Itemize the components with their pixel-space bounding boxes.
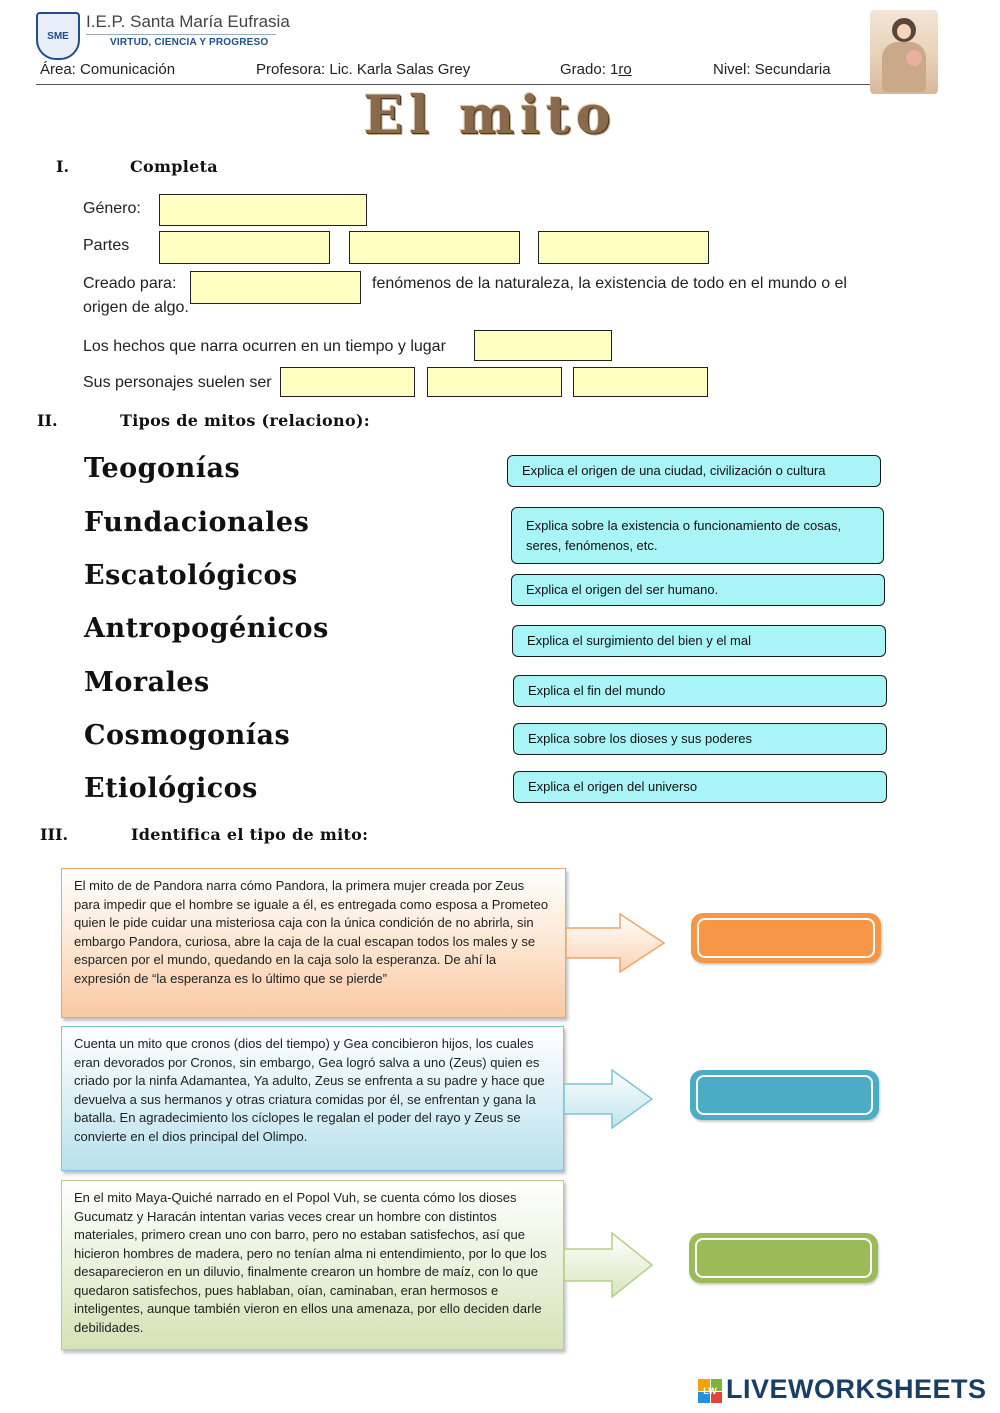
section3-number: III. [40, 825, 69, 844]
creado-text-line2: origen de algo. [83, 299, 189, 316]
desc-fin-mundo[interactable]: Explica el fin del mundo [513, 675, 887, 707]
creado-label: Creado para: [83, 275, 177, 292]
grade-suffix: ro [618, 61, 632, 78]
partes-input-2[interactable] [349, 231, 520, 264]
story-cronos: Cuenta un mito que cronos (dios del tiempo) y Gea concibieron hijos, los cuales eran devorados por Cronos, sin embargo, Gea logró salva a uno (Zeus) quien es criado por la ninfa Adamantea, Ya adulto, Zeus se enfrenta a su padre y hace que devuelva a sus hermanos y otras criatura comidas por él, se enfrentan y gana la batalla. En agradecimiento los cíclopes le regalan el poder del rayo y Zeus se convierte en el dios principal del Olimpo. [61, 1026, 564, 1171]
school-name: I.E.P. Santa María Eufrasia [86, 12, 290, 31]
type-escatologicos[interactable]: Escatológicos [84, 560, 298, 591]
answer-box-orange[interactable] [691, 913, 881, 963]
arrow-orange-icon [566, 913, 666, 973]
answer-box-green[interactable] [689, 1233, 878, 1283]
type-fundacionales[interactable]: Fundacionales [84, 507, 310, 538]
story-pandora: El mito de de Pandora narra cómo Pandora, la primera mujer creada por Zeus para impedir que el hombre se iguale a él, es entregada como esposa a Prometeo quien le pide cuidar una misteriosa caja con la única condición de no abrirla, sin embargo Pandora, curiosa, abre la caja de la cual escapan todos los males y se esparcen por el mundo, quedando en la caja solo la esperanza. De ahí la expresión de “la esperanza es lo último que se pierde” [61, 868, 566, 1018]
arrow-green-icon [564, 1232, 654, 1298]
level-label: Nivel: Secundaria [713, 61, 831, 78]
desc-existencia-cosas[interactable]: Explica sobre la existencia o funcionamiento de cosas, seres, fenómenos, etc. [511, 507, 884, 564]
teacher-label: Profesora: Lic. Karla Salas Grey [256, 61, 471, 78]
answer-box-blue[interactable] [690, 1070, 879, 1120]
saint-portrait [870, 10, 938, 94]
type-morales[interactable]: Morales [84, 667, 210, 698]
hechos-input[interactable] [474, 330, 612, 361]
grade-label [560, 61, 632, 78]
area-label: Área: Comunicación [40, 61, 176, 78]
type-antropogenicos[interactable]: Antropogénicos [84, 613, 329, 644]
section3-title: Identifica el tipo de mito: [131, 825, 369, 844]
desc-dioses-poderes[interactable]: Explica sobre los dioses y sus poderes [513, 723, 887, 755]
creado-input[interactable] [190, 271, 361, 304]
type-cosmogonias[interactable]: Cosmogonías [84, 720, 291, 751]
section1-title: Completa [130, 157, 218, 176]
personajes-label: Sus personajes suelen ser [83, 374, 272, 391]
partes-input-1[interactable] [159, 231, 330, 264]
section1-number: I. [56, 157, 70, 176]
desc-origen-humano[interactable]: Explica el origen del ser humano. [511, 574, 885, 606]
personajes-input-2[interactable] [427, 367, 562, 397]
liveworksheets-brand[interactable]: LIVEWORKSHEETS [726, 1374, 987, 1404]
school-logo: SME [36, 12, 80, 60]
partes-label: Partes [83, 237, 130, 254]
creado-text-line1: fenómenos de la naturaleza, la existencia de todo en el mundo o el [372, 275, 847, 292]
section2-number: II. [37, 411, 58, 430]
liveworksheets-logo-mark: LW [703, 1386, 717, 1396]
genero-label: Género: [83, 200, 141, 217]
desc-origen-universo[interactable]: Explica el origen del universo [513, 771, 887, 803]
story-popol-vuh: En el mito Maya-Quiché narrado en el Popol Vuh, se cuenta cómo los dioses Gucumatz y Haracán intentan varias veces crear un hombre con distintos materiales, primero crean uno con barro, pero no estaban satisfechos, así que hicieron hombres de madera, pero no tenían alma ni entendimiento, por lo que los desaparecieron en un diluvio, finalmente crearon un hombre de maíz, con lo que quedaron satisfechos, pues hablaban, oían, caminaban, eran hermosos e inteligentes, aunque también vieron en ellos una amenaza, por ello deciden darle debilidades. [61, 1180, 564, 1350]
hechos-label: Los hechos que narra ocurren en un tiempo y lugar [83, 338, 446, 355]
type-etiologicos[interactable]: Etiológicos [84, 773, 258, 804]
type-teogonias[interactable]: Teogonías [84, 453, 241, 484]
page-title: El mito [363, 85, 617, 146]
desc-origen-ciudad[interactable]: Explica el origen de una ciudad, civilización o cultura [507, 455, 881, 487]
section2-title: Tipos de mitos (relaciono): [120, 411, 371, 430]
school-motto: VIRTUD, CIENCIA Y PROGRESO [110, 37, 269, 48]
genero-input[interactable] [159, 194, 367, 226]
arrow-blue-icon [564, 1069, 654, 1129]
personajes-input-3[interactable] [573, 367, 708, 397]
partes-input-3[interactable] [538, 231, 709, 264]
desc-bien-mal[interactable]: Explica el surgimiento del bien y el mal [512, 625, 886, 657]
personajes-input-1[interactable] [280, 367, 415, 397]
header-divider-short [86, 34, 276, 35]
grade-prefix: Grado: 1 [560, 61, 619, 78]
